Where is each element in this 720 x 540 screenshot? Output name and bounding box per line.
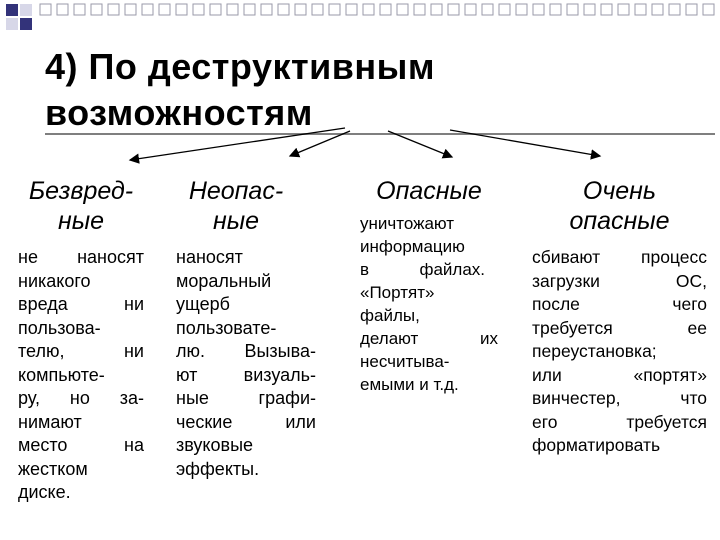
column-nonhazardous bbox=[176, 176, 316, 481]
column-text: не наносят никакого вреда ни пользова- телю, ни компьюте- ру, но за- нимают место на жестком диске. bbox=[18, 247, 144, 502]
column-harmless bbox=[18, 176, 144, 505]
column-text: наносят моральный ущерб пользовате- лю. Вызыва- ют визуаль- ные графи- ческие или звуковые эффекты. bbox=[176, 247, 316, 479]
column-text: уничтожают информацию в файлах. «Портят» файлы, делают их несчитыва- емыми и т.д. bbox=[360, 214, 498, 394]
column-heading: Опасные bbox=[376, 177, 482, 205]
branch-arrows bbox=[0, 0, 720, 200]
column-heading: Безвред- ные bbox=[28, 177, 134, 235]
column-very-dangerous bbox=[532, 176, 707, 458]
arrow-to-harmless bbox=[130, 128, 345, 160]
arrow-to-dangerous bbox=[388, 131, 452, 157]
arrow-to-very-dangerous bbox=[450, 130, 600, 156]
column-heading: Очень опасные bbox=[569, 177, 670, 235]
column-heading: Неопас- ные bbox=[188, 177, 284, 235]
column-text: сбивают процесс загрузки ОС, после чего требуется ее переустановка; или «портят» винчестер, что его требуется форматировать bbox=[532, 247, 707, 455]
title-line-1: 4) По деструктивным bbox=[45, 46, 435, 87]
column-dangerous bbox=[360, 176, 498, 396]
title-line-2: возможностям bbox=[45, 92, 313, 133]
